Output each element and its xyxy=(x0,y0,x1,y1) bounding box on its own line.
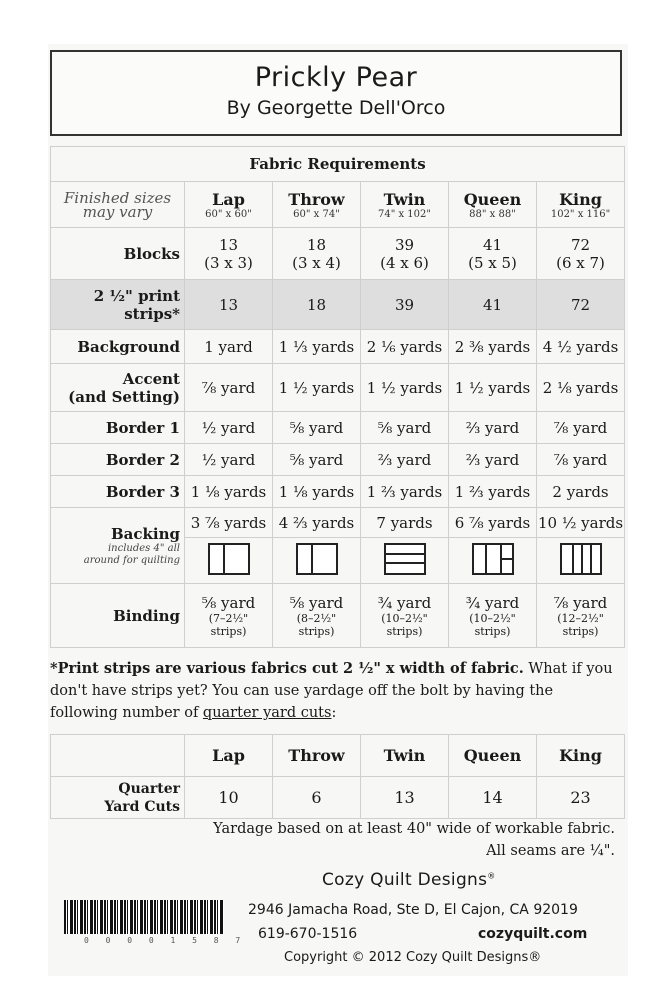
size-header-king: King 102" x 116" xyxy=(537,182,625,228)
row-label-blocks: Blocks xyxy=(51,228,185,280)
table-cell: ⅝ yard xyxy=(361,412,449,444)
table-row-blocks xyxy=(51,228,625,280)
table-cell: ⅞ yard (12–2½" strips) xyxy=(537,584,625,648)
size-header-queen: Queen 88" x 88" xyxy=(449,182,537,228)
brand-name: Cozy Quilt Designs® xyxy=(322,870,496,890)
size-header-twin: Twin 74" x 102" xyxy=(361,182,449,228)
backing-diagram-king xyxy=(537,538,625,584)
table-cell: 18 (3 x 4) xyxy=(273,228,361,280)
table-row-backing xyxy=(51,508,625,538)
table-cell: 2 ⅙ yards xyxy=(361,330,449,364)
table-cell: ⅔ yard xyxy=(449,412,537,444)
row-label-binding: Binding xyxy=(51,584,185,648)
row-label-print-strips: 2 ½" print strips* xyxy=(51,280,185,330)
table-cell: 39 xyxy=(361,280,449,330)
table-cell: 41 (5 x 5) xyxy=(449,228,537,280)
yardage-line1: Yardage based on at least 40" wide of workable fabric. xyxy=(213,821,615,837)
table-cell: 10 ½ yards xyxy=(537,508,625,538)
table-cell: ½ yard xyxy=(185,412,273,444)
backing-diagram-twin xyxy=(361,538,449,584)
copyright: Copyright © 2012 Cozy Quilt Designs® xyxy=(284,950,542,965)
table-cell: 2 ⅛ yards xyxy=(537,364,625,412)
title-box xyxy=(50,50,622,136)
table-cell: 2 yards xyxy=(537,476,625,508)
barcode-number: 0 0 0 0 1 5 8 7 xyxy=(84,936,247,945)
table-cell: 1 ⅓ yards xyxy=(273,330,361,364)
yardage-note xyxy=(213,818,615,862)
quarter-header-throw: Throw xyxy=(273,735,361,777)
table-cell xyxy=(51,735,185,777)
table-cell: 23 xyxy=(537,777,625,819)
table-cell: 4 ⅔ yards xyxy=(273,508,361,538)
finished-note-line2: may vary xyxy=(82,202,153,221)
quarter-header-king: King xyxy=(537,735,625,777)
table-cell: 18 xyxy=(273,280,361,330)
backing-diagram-throw xyxy=(273,538,361,584)
table-cell: 1 ½ yards xyxy=(361,364,449,412)
table-cell: ⅞ yard xyxy=(537,444,625,476)
table-cell: ⅝ yard (8–2½" strips) xyxy=(273,584,361,648)
table-cell: ½ yard xyxy=(185,444,273,476)
table-cell: 1 ⅔ yards xyxy=(361,476,449,508)
row-label-accent: Accent (and Setting) xyxy=(51,364,185,412)
quarter-values-row xyxy=(51,777,625,819)
row-label-backing: Backing includes 4" all around for quilting xyxy=(51,508,185,584)
print-strips-note: *Print strips are various fabrics cut 2 ½" x width of fabric. What if you don't have strips yet? You can use yardage off the bolt by having the following number of quarter yard cuts: xyxy=(50,660,613,721)
table-cell: 6 ⅞ yards xyxy=(449,508,537,538)
table-row-border2 xyxy=(51,444,625,476)
table-cell: 6 xyxy=(273,777,361,819)
table-cell: ⅝ yard xyxy=(273,412,361,444)
table-cell: 13 xyxy=(361,777,449,819)
table-row-border3 xyxy=(51,476,625,508)
quarter-row-label: Quarter Yard Cuts xyxy=(51,777,185,819)
note-bold: *Print strips are various fabrics cut 2 ½" x width of fabric. xyxy=(50,660,524,677)
size-header-lap: Lap 60" x 60" xyxy=(185,182,273,228)
table-row-binding xyxy=(51,584,625,648)
quarter-header-queen: Queen xyxy=(449,735,537,777)
table-cell: ⅞ yard xyxy=(537,412,625,444)
table-cell: 10 xyxy=(185,777,273,819)
quarter-header-twin: Twin xyxy=(361,735,449,777)
table-cell: 14 xyxy=(449,777,537,819)
phone-number: 619-670-1516 xyxy=(258,926,358,942)
table-row-print-strips xyxy=(51,280,625,330)
backing-diagram-queen xyxy=(449,538,537,584)
table-cell: 2 ⅜ yards xyxy=(449,330,537,364)
backing-diagram-lap xyxy=(185,538,273,584)
table-cell: 1 yard xyxy=(185,330,273,364)
finished-note-line1: Finished sizes xyxy=(63,188,172,207)
table-cell: 13 xyxy=(185,280,273,330)
table-cell: ⅔ yard xyxy=(361,444,449,476)
table-row-accent xyxy=(51,364,625,412)
table-cell: 1 ½ yards xyxy=(273,364,361,412)
quarter-header-row xyxy=(51,735,625,777)
table-cell: 1 ⅛ yards xyxy=(273,476,361,508)
table-cell: ⅔ yard xyxy=(449,444,537,476)
note-underline: quarter yard cuts xyxy=(202,705,332,721)
table-cell: 41 xyxy=(449,280,537,330)
table-cell: ¾ yard (10–2½" strips) xyxy=(449,584,537,648)
row-label-border1: Border 1 xyxy=(51,412,185,444)
yardage-line2: All seams are ¼". xyxy=(486,843,615,859)
table-cell: ⅝ yard xyxy=(273,444,361,476)
table-cell: 7 yards xyxy=(361,508,449,538)
table-cell: ⅝ yard (7–2½" strips) xyxy=(185,584,273,648)
table-cell: 13 (3 x 3) xyxy=(185,228,273,280)
note-text: What if you don't have strips yet? You can use yardage off the bolt by having the following number of xyxy=(50,661,613,721)
quarter-header-lap: Lap xyxy=(185,735,273,777)
table-cell: 1 ½ yards xyxy=(449,364,537,412)
table-cell: 39 (4 x 6) xyxy=(361,228,449,280)
table-cell: 1 ⅔ yards xyxy=(449,476,537,508)
fabric-requirements-table xyxy=(50,146,624,648)
table-cell: ¾ yard (10–2½" strips) xyxy=(361,584,449,648)
table-row-background xyxy=(51,330,625,364)
barcode-image xyxy=(64,900,224,934)
address: 2946 Jamacha Road, Ste D, El Cajon, CA 92019 xyxy=(248,902,578,918)
table-cell: ⅞ yard xyxy=(185,364,273,412)
finished-sizes-note xyxy=(51,182,185,228)
quarter-yard-table xyxy=(50,734,625,819)
size-header-throw: Throw 60" x 74" xyxy=(273,182,361,228)
website: cozyquilt.com xyxy=(478,926,588,942)
table-cell: 72 xyxy=(537,280,625,330)
pattern-author: By Georgette Dell'Orco xyxy=(226,97,446,119)
table-cell: 3 ⅞ yards xyxy=(185,508,273,538)
row-label-border3: Border 3 xyxy=(51,476,185,508)
table-cell: 72 (6 x 7) xyxy=(537,228,625,280)
fabric-requirements-heading: Fabric Requirements xyxy=(51,147,625,182)
table-row-border1 xyxy=(51,412,625,444)
table-cell: 4 ½ yards xyxy=(537,330,625,364)
row-label-border2: Border 2 xyxy=(51,444,185,476)
table-cell: 1 ⅛ yards xyxy=(185,476,273,508)
row-label-background: Background xyxy=(51,330,185,364)
pattern-title: Prickly Pear xyxy=(254,62,418,93)
